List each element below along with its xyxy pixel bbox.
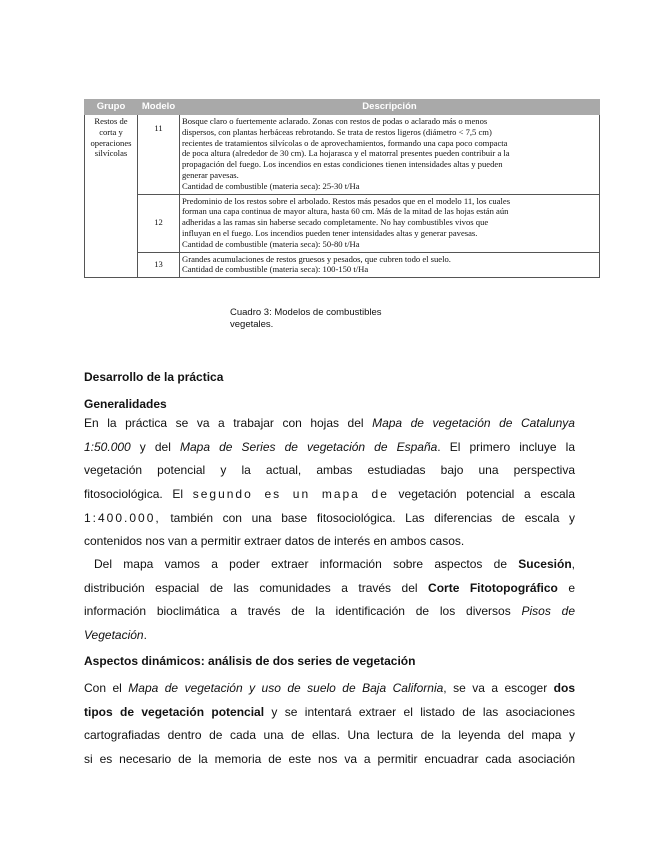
paragraph-sucesion <box>84 553 575 648</box>
text-line <box>84 507 575 531</box>
descripcion-line: adheridas a las ramas sin haberse secado completamente. No hay combustibles vivos que <box>182 217 489 228</box>
map-title: Mapa de vegetación y uso de suelo de Baja California <box>128 681 444 695</box>
text-run: , se va a escoger <box>443 681 554 695</box>
key-term: dos <box>553 681 575 695</box>
text-line <box>84 600 575 624</box>
section-title: Aspectos dinámicos: análisis de dos series de vegetación <box>84 654 416 668</box>
descripcion-line: Cantidad de combustible (materia seca): 50-80 t/Ha <box>182 238 360 249</box>
descripcion-cell <box>180 252 600 278</box>
text-run: vegetación potencial a escala <box>388 487 576 502</box>
key-term: Corte Fitotopográfico <box>428 580 558 595</box>
text-run: fitosociológica. El <box>84 487 193 502</box>
paragraph-aspectos-dinamicos <box>84 677 575 772</box>
text-run: segundo es un mapa de <box>192 487 389 502</box>
text-run: En la práctica se va a trabajar con hojas del <box>84 416 373 430</box>
header-descripcion: Descripción <box>180 100 600 115</box>
text-run: y se intentará extraer el listado de las asociaciones <box>264 704 575 719</box>
text-run: 1:400.000, <box>84 510 161 525</box>
grupo-cell: Restos de corta y operaciones silvícolas <box>85 115 138 278</box>
descripcion-cell <box>180 115 600 195</box>
text-run: Del mapa vamos a poder extraer información sobre aspectos de <box>94 557 519 571</box>
descripcion-line: dispersos, con plantas herbáceas rebrotando. Se trata de restos ligeros (diámetro < 7,5 cm) <box>182 126 492 137</box>
text-line: vegetación potencial y la actual, ambas estudiadas bajo una perspectiva <box>84 463 575 478</box>
descripcion-line: de poca altura (alrededor de 30 cm). La hojarasca y el matorral presentes pueden contribuir a la <box>182 148 510 159</box>
paragraph-generalidades <box>84 412 575 554</box>
key-term: Vegetación <box>84 628 144 643</box>
modelo-cell: 13 <box>138 252 180 278</box>
descripcion-line: influyan en el fuego. Los incendios pueden tener intensidades altas y generar pavesas. <box>182 227 478 238</box>
map-title: Mapa de vegetación de Catalunya <box>372 416 575 430</box>
text-run: . El primero incluye la <box>437 439 575 454</box>
map-scale: 1:50.000 <box>84 439 131 454</box>
map-title: Mapa de Series de vegetación de España <box>179 439 438 454</box>
text-line <box>84 624 575 648</box>
modelo-cell: 11 <box>138 115 180 195</box>
header-grupo: Grupo <box>85 100 138 115</box>
text-line <box>84 577 575 601</box>
table-row <box>85 194 600 252</box>
text-line <box>84 677 575 701</box>
descripcion-line: Predominio de los restos sobre el arbolado. Restos más pesados que en el modelo 11, los cuales <box>182 195 511 206</box>
key-term: tipos de vegetación potencial <box>84 704 265 719</box>
table-row <box>85 252 600 278</box>
text-run: y del <box>130 439 180 454</box>
text-run: distribución espacial de las comunidades a través del <box>84 580 429 595</box>
fuel-models-table <box>84 99 600 278</box>
text-run: información bioclimática a través de la identificación de los diversos <box>84 604 522 619</box>
descripcion-line: Cantidad de combustible (materia seca): 25-30 t/Ha <box>182 180 360 191</box>
table-row <box>85 115 600 195</box>
descripcion-line: recientes de tratamientos silvícolas o de aprovechamientos, formando una capa poco compacta <box>182 137 508 148</box>
descripcion-line: Bosque claro o fuertemente aclarado. Zonas con restos de podas o aclarado más o menos <box>182 116 488 126</box>
text-line <box>84 701 575 725</box>
caption-line: vegetales. <box>230 319 274 330</box>
descripcion-cell <box>180 194 600 252</box>
text-line <box>84 553 575 577</box>
descripcion-line: Grandes acumulaciones de restos gruesos y pesados, que cubren todo el suelo. <box>182 253 451 264</box>
table-caption <box>230 307 410 331</box>
descripcion-line: forman una capa continua de mayor altura, hasta 60 cm. Más de la mitad de las hojas están aún <box>182 206 509 217</box>
descripcion-line: propagación del fuego. Los incendios en estas condiciones tienen intensidades altas y pueden <box>182 159 503 170</box>
descripcion-line: generar pavesas. <box>182 169 239 180</box>
key-term: Sucesión <box>518 557 572 571</box>
text-line: contenidos nos van a permitir extraer datos de interés en ambos casos. <box>84 534 465 549</box>
section-title: Desarrollo de la práctica <box>84 370 224 384</box>
text-run: . <box>143 628 147 643</box>
key-term: Pisos de <box>521 604 576 619</box>
text-line: si es necesario de la memoria de este nos va a permitir encuadrar cada asociación <box>84 752 575 767</box>
header-modelo: Modelo <box>138 100 180 115</box>
text-run: también con una base fitosociológica. Las diferencias de escala y <box>160 510 575 525</box>
text-run: e <box>557 580 576 595</box>
text-run: , <box>571 557 575 571</box>
text-line <box>84 436 575 460</box>
text-line: cartografiadas dentro de cada una de ellas. Una lectura de la leyenda del mapa y <box>84 728 575 743</box>
text-line <box>84 483 575 507</box>
text-run: Con el <box>84 681 129 695</box>
section-subtitle: Generalidades <box>84 397 167 411</box>
modelo-cell: 12 <box>138 194 180 252</box>
text-line <box>84 412 575 436</box>
caption-line: Cuadro 3: Modelos de combustibles <box>230 307 382 318</box>
table-header-row <box>85 100 600 115</box>
descripcion-line: Cantidad de combustible (materia seca): 100-150 t/Ha <box>182 264 369 275</box>
